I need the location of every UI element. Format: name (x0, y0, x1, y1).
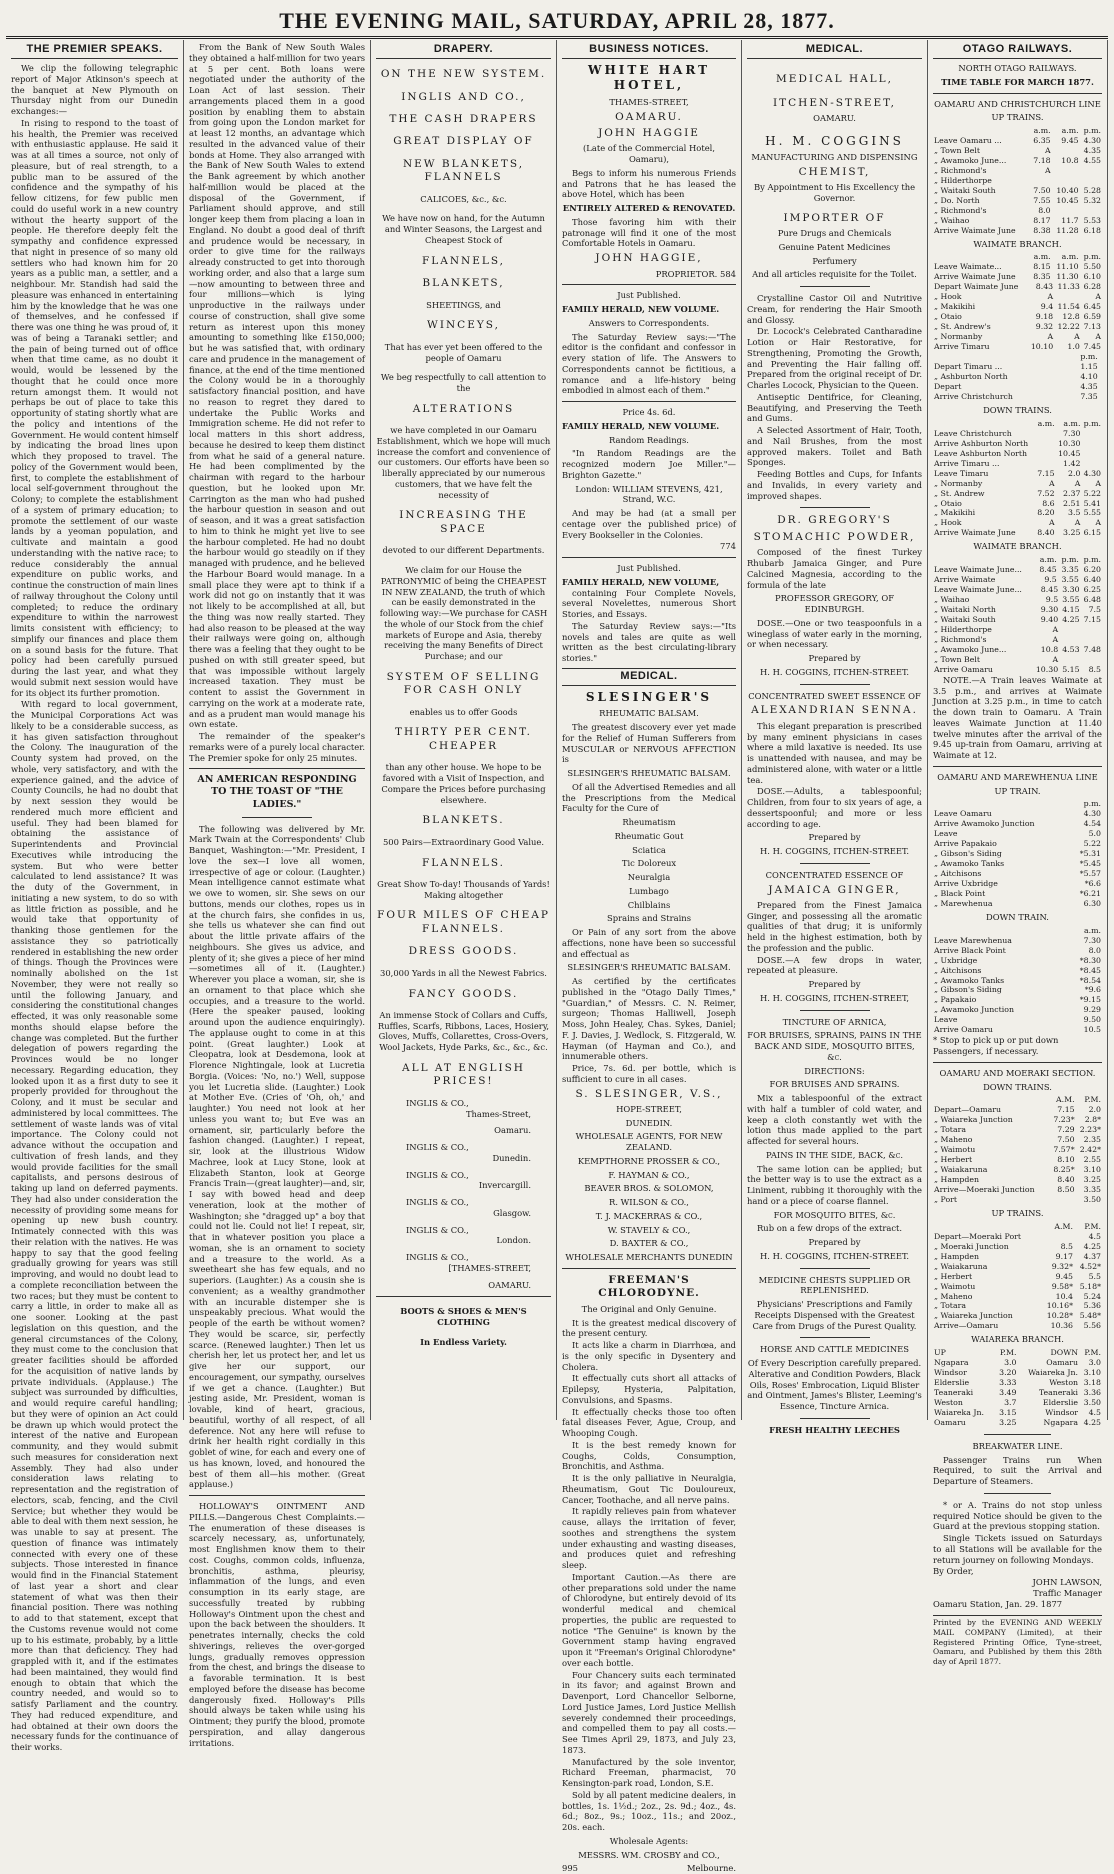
drapery-line: We beg respectfully to call attention to the (380, 372, 547, 394)
timetable-row: Elderslie 3.33 Weston 3.18 (934, 1378, 1101, 1388)
ailment: Chilblains (627, 899, 671, 910)
address-line: INGLIS & CO., Invercargill. (406, 1169, 531, 1191)
drapery-line: 500 Pairs—Extraordinary Good Value. (382, 836, 545, 847)
timetable-row: Depart Timaru ... 1.15 (934, 362, 1098, 372)
imprint: Printed by the EVENING AND WEEKLY MAIL COMPANY (Limited), at their Registered Printing Office, Tyne-street, Oamaru, and Published by them this 28th day of April 1877. (933, 1615, 1102, 1666)
timetable-row: „ Hilderthorpe (934, 175, 992, 185)
timetable-row: Leave Oamaru ... 6.35 9.45 4.30 (934, 136, 1101, 146)
timetable-row: „ Hook A A (934, 292, 1101, 302)
drapery-line: BLANKETS, (422, 277, 505, 290)
paragraph: It is the best remedy known for Coughs, Colds, Consumption, Bronchitis, and Asthma. (562, 1439, 736, 1472)
timetable-row: Leave Waimate... 8.15 11.10 5.50 (934, 262, 1101, 272)
medical-heading-2: MEDICAL. (562, 668, 736, 686)
timetable-row: Arrive Oamaru 10.5 (934, 1025, 1101, 1035)
premier-continued (189, 42, 365, 763)
paragraph: It is the only palliative in Neuralgia, Rheumatism, Gout Tic Douloureux, Cancer, Toothache, and all nerve pains. (562, 1473, 736, 1505)
timetable-row: Leave Marewhenua 7.30 (934, 935, 1101, 945)
drapery-line: DRESS GOODS. (408, 945, 519, 958)
drapery-line: INGLIS AND CO., (401, 90, 526, 103)
paragraph: Crystalline Castor Oil and Nutritive Cream, for rendering the Hair Smooth and Glossy. (747, 293, 922, 325)
hotel-proprietor: JOHN HAGGIE (598, 126, 700, 139)
timetable-row: UP P.M. DOWN P.M. (934, 1348, 1101, 1358)
timetable-row: Arrive Christchurch 7.35 (934, 392, 1098, 402)
timetable-row: „ Makikihi 9.4 11.54 6.45 (934, 302, 1101, 312)
timetable-row: Arrive Black Point 8.0 (934, 945, 1101, 955)
timetable-row: „ Waiakaruna 9.32* 4.52* (934, 1261, 1101, 1271)
timetable-row: „ Herbert 9.45 5.5 (934, 1271, 1101, 1281)
timetable-row: Teaneraki 3.49 Teaneraki 3.36 (934, 1388, 1101, 1398)
timetable-row: „ Waihao 9.5 3.55 6.48 (934, 595, 1101, 605)
drapery-line: FLANNELS, (421, 254, 505, 267)
paragraph: It effectually cuts short all attacks of Epilepsy, Hysteria, Palpitation, Convulsions, and Spasms. (562, 1373, 736, 1405)
timetable-row: a.m. (1084, 925, 1101, 935)
timetable-row: Depart 4.35 (934, 382, 1098, 392)
divider (189, 768, 365, 769)
address-line: INGLIS & CO., London. (406, 1224, 531, 1246)
medical-heading: MEDICAL. (747, 42, 922, 59)
paragraph: From the Bank of New South Wales they obtained a half-million for two years at 5 per cent. Both loans were negotiated under the authority of the Loan Act of last session. Their arrangements placed them in a good position by enabling them to abstain from going upon the London market for at least 12 months, an advantage which resulted in the advanced value of their bonds at Home. They also arranged with the Bank of New South Wales to extend the Bank agreement by which another half-million would be placed at the disposal of the Government, if Parliament should approve, and still longer keep them from placing a loan in England. No doubt a good deal of thrift and prudence would be necessary, in order to give time for the railways already constructed to get into thorough working order, and also that a large sum—now amounting to between three and four millions—which is lying unproductive in the railways under course of construction, shall give some return as interest upon this money amounting to something like £150,000; but he was satisfied that, with ordinary care and prudence in the management of finance, at the end of the time mentioned the Colony would be in a thoroughly satisfactory financial position, and have no reason to regret they dared to undertake the Public Works and Immigration scheme. He did not refer to local matters in this short address, because he desired to keep them distinct from what he said of a general nature. He had been complimented by the chairman with regard to the harbour question, but he looked upon Mr. Carrington as the man who had pushed the harbour question in season and out of season, and it was a great satisfaction to him to think he might yet live to see the harbour completed. He had no doubt the harbour would go steadily on if they managed with prudence, and he believed the Harbour Board would manage. In a small place they were apt to think if a work did not go on instantly that it was not likely to be accomplished at all, but the thing was now really started. They had also reason to be pleased at the way their railways were going on, although there was a feeling that they ought to be pushed on with still greater speed, but that was impossible without largely increased taxation. They must be content to assist the Government in carrying on the work at a moderate rate, and as a prudent man would manage his own estate. (189, 42, 365, 730)
timetable-row: Arrive—Moeraki Junction 8.50 3.35 (934, 1185, 1101, 1195)
drapery-line: FOUR MILES OF CHEAP FLANNELS. (377, 909, 550, 935)
drapery-line: enables us to offer Goods (409, 706, 518, 717)
paragraph: The following was delivered by Mr. Mark Twain at the Correspondents' Club Banquet, Washington:—"Mr. President, I love the sex—I love all women, irrespective of age or colour. (Laughter.) Mean intelligence cannot estimate what we owe to women, sir. She sews on our buttons, mends our clothes, ropes us in at the church fairs, she confides in us, she tells us whatever she can find out about the little private affairs of the neighbours. She gives us advice, and plenty of it; she gives a piece of her mind—sometimes all of it. (Laughter.) Wherever you place a woman, sir, she is an ornament to that place which she occupies, and a treasure to the world. (Here the speaker paused, looking around upon the audience enquiringly). The applause ought to come in at this point. (Great laughter.) Look at Cleopatra, look at Desdemona, look at Florence Nightingale, look at Lucretia Borgia. (Voices: 'No, no.') Well, suppose you let Lucretia slide. (Laughter.) Look at Mother Eve. (Cries of 'Oh, oh,' and laughter.) You need not look at her unless you want to; but Eve was an ornament, sir, particularly before the fashion changed. (Laughter.) I repeat, sir, look at the illustrious Widow Machree, look at Lucy Stone, look at Elizabeth Stanton, look at George Francis Train—(great laughter)—and, sir, I say with bowed head and deep veneration, look at the mother of Washington; she "dragged up" a boy that could not lie. Could not lie! I repeat, sir, that in whatever position you place a woman, she is an ornament to society and a treasure to the world. As a sweetheart she has few equals, and no superiors. (Laughter.) As a cousin she is convenient; as a wealthy grandmother with an incurable distemper she is unspeakably precious. What would the people of the earth be without women? They would be scarce, sir, perfectly scarce. (Renewed laughter.) Then let us cherish her, let us protect her, and let us give her our support, our encouragement, our sympathy, ourselves if we get a chance. (Laughter.) But jesting aside, Mr. President, woman is lovable, kind of heart, gracious, beautiful, worthy of all respect, of all deference. Not any here will refuse to drink her health right cordially in this goblet of wine, for each and every one of us has known, loved, and honoured the best of them all—his mother. (Great applause.) (189, 823, 365, 1490)
timetable-row: Oamaru 3.25 Ngapara 4.25 (934, 1417, 1101, 1427)
drapery-line: WINCEYS, (427, 319, 500, 332)
drapery-line: Great Show To-day! Thousands of Yards! Making altogether (377, 878, 550, 900)
timetable-row: Arrive Awamoko Junction 4.54 (934, 819, 1101, 829)
address-line: INGLIS & CO., [THAMES-STREET, (406, 1252, 531, 1273)
holloway-notice: HOLLOWAY'S OINTMENT AND PILLS.—Dangerous Chest Complaints.—The enumeration of these diseases is scarcely necessary, as, unfortunately, most Englishmen know them to their cost. Coughs, common colds, influenza, bronchitis, asthma, pleurisy, inflammation of the lungs, and even consumption in its early stage, are successfully treated by rubbing Holloway's Ointment upon the chest and upon the back between the shoulders. It penetrates internally, checks the cold shiverings, relieves the over-gorged lungs, gradually removes oppression from the chest, and brings the disease to a favorable termination. It is best employed before the disease has become dangerously fixed. Holloway's Pills should always be taken while using his Ointment; they purify the blood, promote perspiration, and allay dangerous irritations. (189, 1501, 365, 1748)
timetable-row: Depart—Moeraki Port 4.5 (934, 1231, 1101, 1241)
timetable-row: „ Port 3.50 (934, 1195, 1101, 1205)
timetable-row: „ Totara 10.16* 5.36 (934, 1301, 1101, 1311)
timetable-row: Leave Timaru 7.15 2.0 4.30 (934, 468, 1101, 478)
timetable-row: „ Otaio 8.6 2.51 5.41 (934, 498, 1101, 508)
drapery-line: BLANKETS. (422, 814, 505, 827)
timetable-row: „ Waiakaruna 8.25* 3.10 (934, 1165, 1101, 1175)
timetable-row: „ St. Andrew's 9.32 12.22 7.13 (934, 322, 1101, 332)
timetable-row: „ Ashburton North 4.10 (934, 372, 1098, 382)
timetable-row: Leave Waimate June... 8.45 3.30 6.25 (934, 585, 1101, 595)
timetable-row: „ Hampden 9.17 4.37 (934, 1251, 1101, 1261)
column-article (184, 40, 371, 1748)
drapery-line: GREAT DISPLAY OF (393, 135, 534, 148)
paragraph: A Selected Assortment of Hair, Tooth, and Nail Brushes, from the most approved makers. Toilet and Bath Sponges. (747, 425, 922, 468)
timetable-row: „ Aitchisons *8.45 (934, 965, 1101, 975)
agent: KEMPTHORNE PROSSER & CO., (577, 1155, 721, 1166)
chlorodyne-ad: FREEMAN'S CHLORODYNE. The Original and Only Genuine. It is the greatest medical discovery of the present century. It acts like a charm in Diarrhœa, and is the only specific in Dysentery and Cholera. It effectually cuts short all attacks of Epilepsy, Hysteria, Palpitation, Convulsions, and Spasms. It effectually checks those too often fatal diseases Fever, Ague, Croup, and Whooping Cough. It is the best remedy known for Coughs, Colds, Consumption, Bronchitis, and Asthma. It is the only palliative in Neuralgia, Rheumatism, Gout Tic Douloureux, Cancer, Toothache, and all nerve pains. It rapidly relieves pain from whatever cause, allays the irritation of fever, soothes and strengthens the system under exhausting and wasting diseases, and produces quiet and refreshing sleep. Important Caution.—As there are other preparations sold under the name of Chlorodyne, but entirely devoid of its wonderful medical and chemical properties, the public are requested to notice "The Genuine" is known by the Government stamp having engraved upon it "Freeman's Original Chlorodyne" over each bottle. Four Chancery suits each terminated in its favor; and against Brown and Davenport, Lord Chancellor Selborne, Lord Justice James, Lord Justice Mellish severely condemned their proceedings, and compelled them to pay all costs.—See Times April 29, 1873, and July 23, 1873. Manufactured by the sole inventor, Richard Freeman, pharmacist, 70 Kensington-park road, London, S.E. Sold by all patent medicine dealers, in bottles, 1s. 1½d.; 2oz., 2s. 9d.; 4oz., 4s. 6d.; 8oz., 9s.; 10oz., 11s.; and 20oz., 20s. each. Wholesale Agents: MESSRS. WM. CROSBY and CO., 995 Melbourne. (562, 1273, 736, 1874)
timetable-row: „ Aitchisons *5.57 (934, 869, 1101, 879)
paragraph: It is the greatest medical discovery of the present century. (562, 1317, 736, 1339)
masthead-rule (6, 36, 1108, 39)
paragraph: Feeding Bottles and Cups, for Infants and Invalids, in every variety and improved shapes. (747, 469, 922, 501)
timetable-row: Arrive Waimate June 8.40 3.25 6.15 (934, 528, 1101, 538)
timetable-row: „ Waitaki North 9.30 4.15 7.5 (934, 604, 1101, 614)
drapery-line: we have completed in our Oamaru Establishment, which we hope will much increase the comfort and convenience of our customers. Our efforts have been so liberally appreciated by our numerous customers, that we have felt the necessity of (376, 425, 551, 500)
timetable-row: Leave Ashburton North 10.45 (934, 448, 1081, 458)
timetable-row: „ Waimotu 7.57* 2.42* (934, 1145, 1101, 1155)
timetable-row: Arrive—Oamaru 10.36 5.56 (934, 1321, 1101, 1331)
timetable-row: „ Normanby A A A (934, 478, 1101, 488)
agent: W. STAVELY & CO., (607, 1224, 691, 1235)
agent-list (562, 1156, 736, 1249)
timetable-row: „ Awamoko June... 7.18 10.8 4.55 (934, 155, 1101, 165)
paragraph: Sold by all patent medicine dealers, in bottles, 1s. 1½d.; 2oz., 2s. 9d.; 4oz., 4s. 6d.; 8oz., 9s.; 10oz., 11s.; and 20oz., 20s. each. (562, 1789, 736, 1833)
timetable-row: „ Richmond's A (934, 634, 1059, 644)
ailment: Rheumatic Gout (614, 830, 684, 841)
timetable-row: Depart—Oamaru 7.15 2.0 (934, 1105, 1101, 1115)
column-drapery (371, 40, 557, 1420)
timetable-row: Arrive Uxbridge *6.6 (934, 879, 1101, 889)
timetable-row: Arrive Timaru 10.10 1.0 7.45 (934, 342, 1101, 352)
drapery-line: THIRTY PER CENT. CHEAPER (395, 726, 532, 752)
drapery-line: FLANNELS. (421, 856, 505, 869)
drapery-line: devoted to our different Departments. (382, 545, 545, 556)
agent: D. BAXTER & CO., (609, 1238, 689, 1249)
paragraph: Four Chancery suits each terminated in its favor; and against Brown and Davenport, Lord Chancellor Selborne, Lord Justice James, Lord Justice Mellish severely condemned their proceedings, and compelled them to pay all costs.—See Times April 29, 1873, and July 23, 1873. (562, 1669, 736, 1755)
timetable-row: „ Gibson's Siding *9.6 (934, 985, 1101, 995)
timetable-row: „ Waiareka Junction 7.23* 2.8* (934, 1115, 1101, 1125)
drapery-line: ALL AT ENGLISH PRICES! (402, 1061, 525, 1088)
timetable-row: „ Totara 7.29 2.23* (934, 1125, 1101, 1135)
agent: T. J. MACKERRAS & CO., (595, 1210, 703, 1221)
timetable-row: Arrive Papakaio 5.22 (934, 839, 1101, 849)
hotel-title: WHITE HART HOTEL, (587, 63, 711, 93)
drapery-line: THE CASH DRAPERS (389, 112, 538, 125)
timetable-row: „ Normanby A A A (934, 332, 1101, 342)
boots-sub: In Endless Variety. (420, 1336, 507, 1347)
timetable-row: „ Awamoko Tanks *5.45 (934, 859, 1101, 869)
timetable-row: Waiareka Jn. 3.15 Windsor 4.5 (934, 1407, 1101, 1417)
timetable-row: „ Moeraki Junction 8.5 4.25 (934, 1241, 1101, 1251)
hotel-sub: (Late of the Commercial Hotel, Oamaru), (583, 143, 715, 165)
agent: F. HAYMAN & CO., (608, 1169, 690, 1180)
timetable-row: Arrive Waimate 9.5 3.55 6.40 (934, 575, 1101, 585)
timetable-row: A.M. P.M. (1054, 1221, 1101, 1231)
timetable-row: „ Richmond's A (934, 165, 1051, 175)
timetable-row: Depart Waimate June 8.43 11.33 6.28 (934, 282, 1101, 292)
hotel-body: Begs to inform his numerous Friends and Patrons that he has leased the above Hotel, which has been (562, 167, 736, 200)
timetable-row: Weston 3.7 Elderslie 3.50 (934, 1397, 1101, 1407)
timetable-row: Leave Christchurch 7.30 (934, 428, 1081, 438)
paragraph: Antiseptic Dentifrice, for Cleaning, Beautifying, and Preserving the Teeth and Gums. (747, 391, 922, 424)
timetable-row: „ Maheno 10.4 5.24 (934, 1291, 1101, 1301)
column-business (557, 40, 742, 1874)
hotel-sign: JOHN HAGGIE, (595, 252, 703, 265)
ailment: Tic Doloreux (621, 858, 677, 869)
paragraph: With regard to local government, the Municipal Corporations Act was likely to be a considerable success, as it has given satisfaction throughout the Colony. The inauguration of the County system had proved, on the whole, very satisfactory, and with the experience gained, and the advice of County Councils, he had no doubt that by next session they would be rendered much more efficient and useful. They had been blamed for obtaining the assistance of Superintendents and Provincial Executives while introducing the system. But who were better calculated to lend assistance? It was the duty of the Government, in initiating a new system, to do so with as little friction as possible, and he would take that opportunity of thanking those gentlemen for the assistance they so patriotically rendered in establishing the new order of things. Though the Provinces were nominally abolished on the 1st November, they were not really so until the following January, and considering the constitutional changes effected, it was only reasonable some months should elapse before the change was completed. But the further delegation of powers regarding the Provinces would be no longer necessary. Regarding education, they looked upon it as a first duty to see it properly provided for throughout the Colony, and it must be secular and administered by local committees. The settlement of waste lands was of vital importance. The Colony could not advance without the occupation and cultivation of fresh lands, and they would provide facilities for the small capitalists, and persons desirous of taking up land on deferred payments. They had also under consideration the necessity of providing some means for opening up new bush country. Intimately connected with this was their relation with the natives. He was happy to say that the good feeling gradually growing for years was still improving, and would no doubt lead to a complete reconciliation between the two races; but they must be content to carry a little, in order to make all as one sooner. Looking at the past legislation on this question, and the general circumstances of the Colony, they must come to the conclusion that greater facilities should be afforded for the acquisition of native lands by private individuals. (Applause.) The subject was surrounded by difficulties, and would require careful handling; but they were of opinion an Act could be drawn up which would protect the interest of the native and European community, and they would submit such measures for consideration next Assembly. They had also under consideration laws relating to representation and the registration of electors, scab, fencing, and the Civil Service; but whether they would be able to deal with them next session, he was unable to say at present. The question of finance was intimately connected with every one of these subjects. Those interested in finance would find in the Financial Statement of last year a short and clear statement of what was then their financial position. There was nothing to add to that statement, except that the Customs revenue would not come up to his estimate, probably, by a little more than that deficiency. They had grappled with it, and if the estimates had been maintained, they would find enough to obtain that which the country needed, and would so to satisfy Parliament and the country. They had reduced expenditure, and had obtained at their own doors the necessary funds for the continuance of their works. (11, 699, 178, 1753)
drapery-line: NEW BLANKETS, FLANNELS (402, 157, 525, 184)
paragraph: Dr. Locock's Celebrated Cantharadine Lotion or Hair Restorative, for Strengthening, Promoting the Growth, and Preventing the Hair falling off. Prepared from the original receipt of Dr. Charles Locock, Physician to the Queen. (747, 326, 922, 391)
column-railways: OTAGO RAILWAYS. NORTH OTAGO RAILWAYS. TIME TABLE FOR MARCH 1877. OAMARU AND CHRISTCHURCH LINE UP TRAINS. a.m. a.m. p.m. Leave Oamaru ... 6.35 9.45 4.30 „ Town Belt A 4.35 „ Awamoko June... 7.18 10.8 4.55 „ Richmond's A „ Hilderthorpe „ Waitaki South 7.50 10.40 5.28 „ Do. North 7.55 10.45 5.32 „ Richmond's 8.0 „ Waihao 8.17 11.7 5.53 Arrive Waimate June 8.38 11.28 6.18 WAIMATE BRANCH. a.m. a.m. p.m. Leave Waimate... 8.15 11.10 5.50 Arrive Waimate June 8.35 11.30 6.10 Depart Waimate June 8.43 11.33 6.28 „ Hook A A „ Makikihi 9.4 11.54 6.45 „ Otaio 9.18 12.8 6.59 „ St. Andrew's 9.32 12.22 7.13 „ Normanby A A A Arrive Timaru 10.10 1.0 7.45 p.m. Depart Timaru ... 1.15 „ Ashburton North 4.10 Depart 4.35 Arrive Christchurch 7.35 DOWN TRAINS. a.m. a.m. p.m. Leave Christchurch 7.30 Arrive Ashburton North 10.30 Leave Ashburton North 10.45 Arrive Timaru ... 1.42 Leave Timaru 7.15 2.0 4.30 „ Normanby A A A „ St. Andrew 7.52 2.37 5.22 „ Otaio 8.6 2.51 5.41 „ Makikihi 8.20 3.5 5.55 „ Hook A A A Arrive Waimate June 8.40 3.25 6.15 WAIMATE BRANCH. a.m. p.m. p.m. Leave Waimate June... 8.45 3.35 6.20 Arrive Waimate 9.5 3.55 6.40 Leave Waimate June... 8.45 3.30 6.25 „ Waihao 9.5 3.55 6.48 „ Waitaki North 9.30 4.15 7.5 „ Waitaki South 9.40 4.25 7.15 „ Hilderthorpe A „ Richmond's A „ Awamoko June... 10.8 4.53 7.48 „ Town Belt A Arrive Oamaru 10.30 5.15 8.5 NOTE.—A Train leaves Waimate at 3.5 p.m., and arrives at Waimate Junction at 3.25 p.m., in time to catch the down train to Oamaru. A Train leaves Waimate Junction at 11.40 twelve minutes after the arrival of the 9.45 up-train from Oamaru, arriving at Waimate at 12. OAMARU AND MAREWHENUA LINE UP TRAIN. p.m. Leave Oamaru 4.30 Arrive Awamoko Junction 4.54 Leave 5.0 Arrive Papakaio 5.22 „ Gibson's Siding *5.31 „ Awamoko Tanks *5.45 „ Aitchisons *5.57 Arrive Uxbridge *6.6 „ Black Point *6.21 „ Marewhenua 6.30 DOWN TRAIN. a.m. Leave Marewhenua 7.30 Arrive Black Point 8.0 „ Uxbridge *8.30 „ Aitchisons *8.45 „ Awamoko Tanks *8.54 „ Gibson's Siding *9.6 „ Papakaio *9.15 „ Awamoko Junction 9.29 Leave 9.50 Arrive Oamaru 10.5 * Stop to pick up or put down Passengers, if necessary. OAMARU AND MOERAKI SECTION. DOWN TRAINS. A.M. P.M. Depart—Oamaru 7.15 2.0 „ Waiareka Junction 7.23* 2.8* „ Totara 7.29 2.23* „ Maheno 7.50 2.35 „ Waimotu 7.57* 2.42* „ Herbert 8.10 2.55 „ Waiakaruna 8.25* 3.10 „ Hampden 8.40 3.25 Arrive—Moeraki Junction 8.50 3.35 „ Port 3.50 UP TRAINS. A.M. P.M. Depart—Moeraki Port 4.5 „ Moeraki Junction 8.5 4.25 „ Hampden 9.17 4.37 „ Waiakaruna 9.32* 4.52* „ Herbert 9.45 5.5 „ Waimotu 9.58* 5.18* „ Maheno 10.4 5.24 „ Totara 10.16* 5.36 „ Waiareka Junction 10.28* 5.48* Arrive—Oamaru 10.36 5.56 WAIAREKA BRANCH. UP P.M. DOWN P.M. Ngapara 3.0 Oamaru 3.0 Windsor 3.20 Waiareka Jn. 3.10 Elderslie 3.33 Weston 3.18 Teaneraki 3.49 Teaneraki 3.36 Weston 3.7 Elderslie 3.50 Waiareka Jn. 3.15 Windsor 4.5 Oamaru 3.25 Ngapara 4.25 BREAKWATER LINE. Passenger Trains run When Required, to suit the Arrival and Departure of Steamers. * or A. Trains do not stop unless required Notice should be given to the Guard at the previous stopping station. Single Tickets issued on Saturdays to all Stations will be available for the return journey on following Mondays. By Order, JOHN LAWSON, Traffic Manager Oamaru Station, Jan. 29. 1877 Printed by the EVENING AND WEEKLY MAIL COMPANY (Limited), at their Registered Printing Office, Tyne-street, Oamaru, and Published by them this 28th day of April 1877. (928, 40, 1108, 1420)
timetable-row: p.m. (1083, 799, 1101, 809)
drapery-line: SYSTEM OF SELLING FOR CASH ONLY (386, 670, 541, 697)
hotel-body2: Those favoring him with their patronage will find it one of the most Comfortable Hotels in Oamaru. (562, 216, 736, 249)
ailment-list (562, 817, 736, 924)
herald-ad-1: Just Published. FAMILY HERALD, NEW VOLUME. Answers to Correspondents. The Saturday Review says:—"The editor is the confidant and confessor in every station of life. The Answers to Correspondents cannot be fictitious, a romance and a life-history being embodied in almost each of them." (562, 290, 736, 396)
paragraph: We clip the following telegraphic report of Major Atkinson's speech at the banquet at New Plymouth on Thursday night from our Dunedin exchanges:— (11, 63, 178, 117)
paragraph: It acts like a charm in Diarrhœa, and is the only specific in Dysentery and Cholera. (562, 1340, 736, 1372)
timetable-row: Leave Oamaru 4.30 (934, 809, 1101, 819)
drapery-addresses (376, 1098, 551, 1291)
divider (376, 1296, 551, 1297)
paragraph: Manufactured by the sole inventor, Richard Freeman, pharmacist, 70 Kensington-park road, London, S.E. (562, 1756, 736, 1789)
timetable-row: Arrive Oamaru 10.30 5.15 8.5 (934, 664, 1101, 674)
hotel-signrole: PROPRIETOR. 584 (655, 268, 736, 279)
timetable-row: Leave Waimate June... 8.45 3.35 6.20 (934, 565, 1101, 575)
timetable-row: A.M. P.M. (1056, 1095, 1101, 1105)
timetable-row: „ Waihao 8.17 11.7 5.53 (934, 215, 1101, 225)
timetable-row: „ Hilderthorpe A (934, 624, 1059, 634)
agent: R. WILSON & CO., (609, 1197, 689, 1208)
timetable-row: „ Awamoko Junction 9.29 (934, 1005, 1101, 1015)
paragraph: It rapidly relieves pain from whatever cause, allays the irritation of fever, soothes and strengthens the system under exhausting and wasting diseases, and produces quiet and refreshing sleep. (562, 1506, 736, 1571)
timetable-row: a.m. p.m. p.m. (1039, 555, 1101, 565)
timetable-row: „ Awamoko June... 10.8 4.53 7.48 (934, 644, 1101, 654)
timetable-row: „ Makikihi 8.20 3.5 5.55 (934, 508, 1101, 518)
timetable-row: „ Otaio 9.18 12.8 6.59 (934, 312, 1101, 322)
address-line: INGLIS & CO., Dunedin. (406, 1142, 531, 1163)
timetable-row: „ Papakaio *9.15 (934, 995, 1101, 1005)
timetable-row: „ Awamoko Tanks *8.54 (934, 975, 1101, 985)
divider (562, 401, 736, 402)
timetable-row: „ Uxbridge *8.30 (934, 955, 1101, 965)
herald-ad-3: Just Published. FAMILY HERALD, NEW VOLUME, containing Four Complete Novels, several Novelettes, numerous Short Stories, and Essays. The Saturday Review says:—"Its novels and tales are quite as well written as the best circulating-library stories." (562, 563, 736, 664)
drapery-heading: DRAPERY. (376, 42, 551, 59)
timetable-row: „ Town Belt A (934, 654, 1059, 664)
twain-heading: AN AMERICAN RESPONDING TO THE TOAST OF "THE LADIES." (197, 774, 357, 810)
timetable-row: „ Waitaki South 9.40 4.25 7.15 (934, 614, 1101, 624)
agent: BEAVER BROS. & SOLOMON, (584, 1183, 714, 1194)
timetable-up (933, 126, 1102, 236)
paragraph: In rising to respond to the toast of his health, the Premier was received with enthusiastic applause. He said it was at all times a source, not only of pleasure, but of real strength, to a public man to be assured of the confidence and the sympathy of his fellow citizens, for few public men could do useful work in a new country without the hearty support of the people. He therefore deeply felt the sympathy and confidence expressed that night in presence of so many old settlers who had known him for 20 years as a public man, a settler, and a neighbour. Mr. Standish had said the pleasure was enhanced in entertaining him by the knowledge that he was one of themselves, and he confessed if there was one thing he was proud of, it was of being a Taranaki settler; and the pain of being turned out of office when that time came, as no doubt it would, would be lessened by the thought that he could once more return amongst them. It would not perhaps be out of place to take this opportunity of stating shortly what are the policy and intentions of the Government. He would content himself by indicating the broad lines upon which they proposed to travel. The policy of the Government would been, first, to complete the establishment of local self-government throughout the Colony; to complete the establishment of a system of primary education; to promote the settlement of our waste lands by a yeoman population, and cultivate and maintain a good understanding with the native race; to reduce considerably the annual expenditure on public works, and continue the construction of main lines of railway throughout the Colony until completed; to reduce the ordinary expenditure to within the narrowest limits consistent with efficiency; to simplify our finances and place them on a sound basis for the future. That policy had been carefully pursued during the last year, and what they would submit next session would have for its object its further promotion. (11, 117, 178, 698)
timetable-row: a.m. a.m. p.m. (1037, 418, 1101, 428)
timetable-row: „ Maheno 7.50 2.35 (934, 1135, 1101, 1145)
twain-body (189, 824, 365, 1491)
business-heading: BUSINESS NOTICES. (562, 42, 736, 59)
ailment: Sprains and Strains (606, 913, 691, 924)
ailment: Sciatica (632, 844, 666, 855)
divider (562, 284, 736, 285)
timetable-row: Windsor 3.20 Waiareka Jn. 3.10 (934, 1368, 1101, 1378)
railways-heading: OTAGO RAILWAYS. (933, 42, 1102, 59)
drapery-line: ON THE NEW SYSTEM. (380, 68, 547, 81)
hotel-town: OAMARU. (615, 110, 683, 123)
drapery-line: We claim for our House the PATRONYMIC of being the CHEAPEST IN NEW ZEALAND, the truth of which can be easily demonstrated in the following way:—We purchase for CASH the whole of our Stock from the chief markets of Europe and Asia, thereby receiving the many Benefits of Direct Purchase; and our (379, 565, 548, 662)
hotel-altered: ENTIRELY ALTERED & RENOVATED. (562, 203, 736, 214)
import-item: Perfumery (812, 255, 857, 266)
drapery-line: FANCY GOODS. (408, 987, 519, 1000)
drapery-line: An immense Stock of Collars and Cuffs, Ruffles, Scarfs, Ribbons, Laces, Hosiery, Gloves, Muffs, Collarettes, Cross-Overs, Wool Jackets, Hyde Parks, &c., &c., &c. (377, 1009, 550, 1053)
timetable-row: Arrive Timaru ... 1.42 (934, 458, 1081, 468)
timetable-row: „ Waitaki South 7.50 10.40 5.28 (934, 185, 1101, 195)
drapery-line: We have now on hand, for the Autumn and Winter Seasons, the Largest and Cheapest Stock of (382, 213, 545, 245)
masthead (0, 0, 1114, 40)
timetable-row: „ Waiareka Junction 10.28* 5.48* (934, 1311, 1101, 1321)
timetable-row: a.m. a.m. p.m. (1033, 252, 1101, 262)
ailment: Neuralgia (627, 872, 671, 883)
paragraph: The remainder of the speaker's remarks were of a purely local character. The Premier spoke for only 25 minutes. (189, 731, 365, 763)
timetable-row: „ Herbert 8.10 2.55 (934, 1155, 1101, 1165)
timetable-row: p.m. (1080, 352, 1098, 362)
drapery-line: SHEETINGS, and (426, 299, 501, 310)
timetable-row: „ Hook A A A (934, 518, 1101, 528)
hotel-street: THAMES-STREET, (609, 96, 689, 107)
timetable-down (933, 419, 1102, 539)
hotel-ad (562, 63, 736, 279)
newspaper-title: THE EVENING MAIL, SATURDAY, APRIL 28, 1877. (279, 8, 835, 33)
address-line: INGLIS & CO., Glasgow. (406, 1197, 531, 1218)
divider (242, 817, 312, 818)
drapery-ad (376, 68, 551, 1089)
paragraph: It effectually checks those too often fatal diseases Fever, Ague, Croup, and Whooping Cough. (562, 1406, 736, 1439)
timetable-row: „ Richmond's 8.0 (934, 205, 1051, 215)
column-medical: MEDICAL. MEDICAL HALL, ITCHEN-STREET, OAMARU. H. M. COGGINS MANUFACTURING AND DISPENSING CHEMIST, By Appointment to His Excellency the Governor. IMPORTER OF Pure Drugs and Chemicals Genuine Patent Medicines Perfumery And all articles requisite for the Toilet. Crystalline Castor Oil and Nutritive Cream, for rendering the Hair Smooth and Glossy. Dr. Locock's Celebrated Cantharadine Lotion or Hair Restorative, for Strengthening, Promoting the Growth, and Preventing the Hair falling off. Prepared from the original receipt of Dr. Charles Locock, Physician to the Queen. Antiseptic Dentifrice, for Cleaning, Beautifying, and Preserving the Teeth and Gums. A Selected Assortment of Hair, Tooth, and Nail Brushes, from the most approved makers. Toilet and Bath Sponges. Feeding Bottles and Cups, for Infants and Invalids, in every variety and improved shapes. DR. GREGORY'S STOMACHIC POWDER, Composed of the finest Turkey Rhubarb Jamaica Ginger, and Pure Calcined Magnesia, according to the formula of the late PROFESSOR GREGORY, OF EDINBURGH. DOSE.—One or two teaspoonfuls in a wineglass of water early in the morning, or when necessary. Prepared by H. H. COGGINS, ITCHEN-STREET. CONCENTRATED SWEET ESSENCE OF ALEXANDRIAN SENNA. This elegant preparation is prescribed by many eminent physicians in cases where a mild laxative is needed. Its use is unattended with nausea, and may be administered alone, with water or a little tea. DOSE.—Adults, a tablespoonful; Children, from four to six years of age, a dessertspoonful; and more or less according to age. Prepared by H. H. COGGINS, ITCHEN-STREET. CONCENTRATED ESSENCE OF JAMAICA GINGER, Prepared from the Finest Jamaica Ginger, and possessing all the aromatic qualities of that drug; it is uniformly held in the highest estimation, both by the profession and the public. DOSE.—A few drops in water, repeated at pleasure. Prepared by H. H. COGGINS, ITCHEN-STREET, TINCTURE OF ARNICA, FOR BRUISES, SPRAINS, PAINS IN THE BACK AND SIDE, MOSQUITO BITES, &c. DIRECTIONS: FOR BRUISES AND SPRAINS. Mix a tablespoonful of the extract with half a tumbler of cold water, and keep a cloth constantly wet with the lotion thus made applied to the part affected for several hours. PAINS IN THE SIDE, BACK, &c. The same lotion can be applied; but the better way is to use the extract as a Liniment, rubbing it thoroughly with the hand or a piece of coarse flannel. FOR MOSQUITO BITES, &c. Rub on a few drops of the extract. Prepared by H. H. COGGINS, ITCHEN-STREET. MEDICINE CHESTS SUPPLIED OR REPLENISHED. Physicians' Prescriptions and Family Receipts Dispensed with the Greatest Care from Drugs of the Purest Quality. HORSE AND CATTLE MEDICINES Of Every Description carefully prepared. Alterative and Condition Powders, Black Oils, Roses' Embrocation, Liquid Blister and Ointment, James's Blister, Leeming's Essence, Tincture Arnica. FRESH HEALTHY LEECHES (742, 40, 928, 1420)
ailment: Lumbago (629, 885, 669, 896)
drapery-line: 30,000 Yards in all the Newest Fabrics. (380, 967, 547, 978)
address-line: Oamaru. (494, 1125, 531, 1136)
timetable-row: a.m. a.m. p.m. (1033, 126, 1101, 136)
drapery-line: ALTERATIONS (412, 402, 515, 415)
import-item: Genuine Patent Medicines (778, 241, 891, 252)
slesinger-ad: SLESINGER'S RHEUMATIC BALSAM. The greatest discovery ever yet made for the Relief of Human Sufferers from MUSCULAR or NERVOUS AFFECTION is SLESINGER'S RHEUMATIC BALSAM. Of all the Advertised Remedies and all the Prescriptions from the Medical Faculty for the Cure of Rheumatism Rheumatic Gout Sciatica Tic Doloreux Neuralgia Lumbago Chilblains Sprains and Strains Or Pain of any sort from the above affections, none have been so successful and effectual as SLESINGER'S RHEUMATIC BALSAM. As certified by the certificates published in the "Otago Daily Times," "Guardian," of Messrs. C. N. Reimer, surgeon; Thomas Halliwell, Joseph Moss, John Healey, Chas. Sykes, Daniel; F. J. Davies, J. Wedlock, S. Fitzgerald, W. Hayman (of Hayman and Co.), and innumerable others. Price, 7s. 6d. per bottle, which is sufficient to cure in all cases. S. SLESINGER, V.S., HOPE-STREET, DUNEDIN. WHOLESALE AGENTS, FOR NEW ZEALAND. KEMPTHORNE PROSSER & CO., F. HAYMAN & CO., BEAVER BROS. & SOLOMON, R. WILSON & CO., T. J. MACKERRAS & CO., W. STAVELY & CO., D. BAXTER & CO., WHOLESALE MERCHANTS DUNEDIN (562, 689, 736, 1263)
timetable-row: „ Waimotu 9.58* 5.18* (934, 1281, 1101, 1291)
drapery-line: CALICOES, &c., &c. (420, 193, 507, 204)
timetable-row: „ St. Andrew 7.52 2.37 5.22 (934, 488, 1101, 498)
timetable-row: Arrive Waimate June 8.38 11.28 6.18 (934, 225, 1101, 235)
timetable-row: „ Do. North 7.55 10.45 5.32 (934, 195, 1101, 205)
column-premier (6, 40, 184, 1753)
divider (562, 557, 736, 558)
timetable-row: Arrive Ashburton North 10.30 (934, 438, 1081, 448)
timetable-row: „ Marewhenua 6.30 (934, 898, 1101, 908)
divider (562, 1268, 736, 1269)
boots-line: BOOTS & SHOES & MEN'S CLOTHING (400, 1306, 527, 1328)
premier-heading: THE PREMIER SPEAKS. (11, 42, 178, 59)
divider (189, 1495, 365, 1496)
paragraph: Important Caution.—As there are other preparations sold under the name of Chlorodyne, but entirely devoid of its wonderful medical and chemical properties, the public are requested to notice "The Genuine" is known by the Government stamp having engraved upon it "Freeman's Original Chlorodyne" over each bottle. (562, 1571, 736, 1668)
timetable-row: Arrive Waimate June 8.35 11.30 6.10 (934, 272, 1101, 282)
address-line: OAMARU. (488, 1279, 531, 1290)
timetable-row: „ Town Belt A 4.35 (934, 146, 1101, 156)
timetable-row: Leave 9.50 (934, 1015, 1101, 1025)
premier-body (11, 63, 178, 1753)
ailment: Rheumatism (622, 817, 676, 828)
timetable-row: „ Gibson's Siding *5.31 (934, 849, 1101, 859)
drapery-line: INCREASING THE SPACE (399, 509, 528, 535)
timetable-row: „ Hampden 8.40 3.25 (934, 1175, 1101, 1185)
import-item: Pure Drugs and Chemicals (777, 228, 892, 239)
address-line: INGLIS & CO., Thames-Street, (406, 1097, 531, 1119)
drapery-line: than any other house. We hope to be favored with a Visit of Inspection, and Compare the Prices before purchasing elsewhere. (381, 762, 546, 805)
drapery-line: That has ever yet been offered to the people of Oamaru (384, 341, 543, 363)
herald-ad-2: Price 4s. 6d. FAMILY HERALD, NEW VOLUME. Random Readings. "In Random Readings are the recognized modern Joe Miller."—Brighton Gazette." London: WILLIAM STEVENS, 421, Strand, W.C. And may be had (at a small per centage over the published price) of Every Bookseller in the Colonies. 774 (562, 407, 736, 552)
timetable-row: „ Black Point *6.21 (934, 888, 1101, 898)
timetable-row: Ngapara 3.0 Oamaru 3.0 (934, 1358, 1101, 1368)
timetable-row: Leave 5.0 (934, 829, 1101, 839)
